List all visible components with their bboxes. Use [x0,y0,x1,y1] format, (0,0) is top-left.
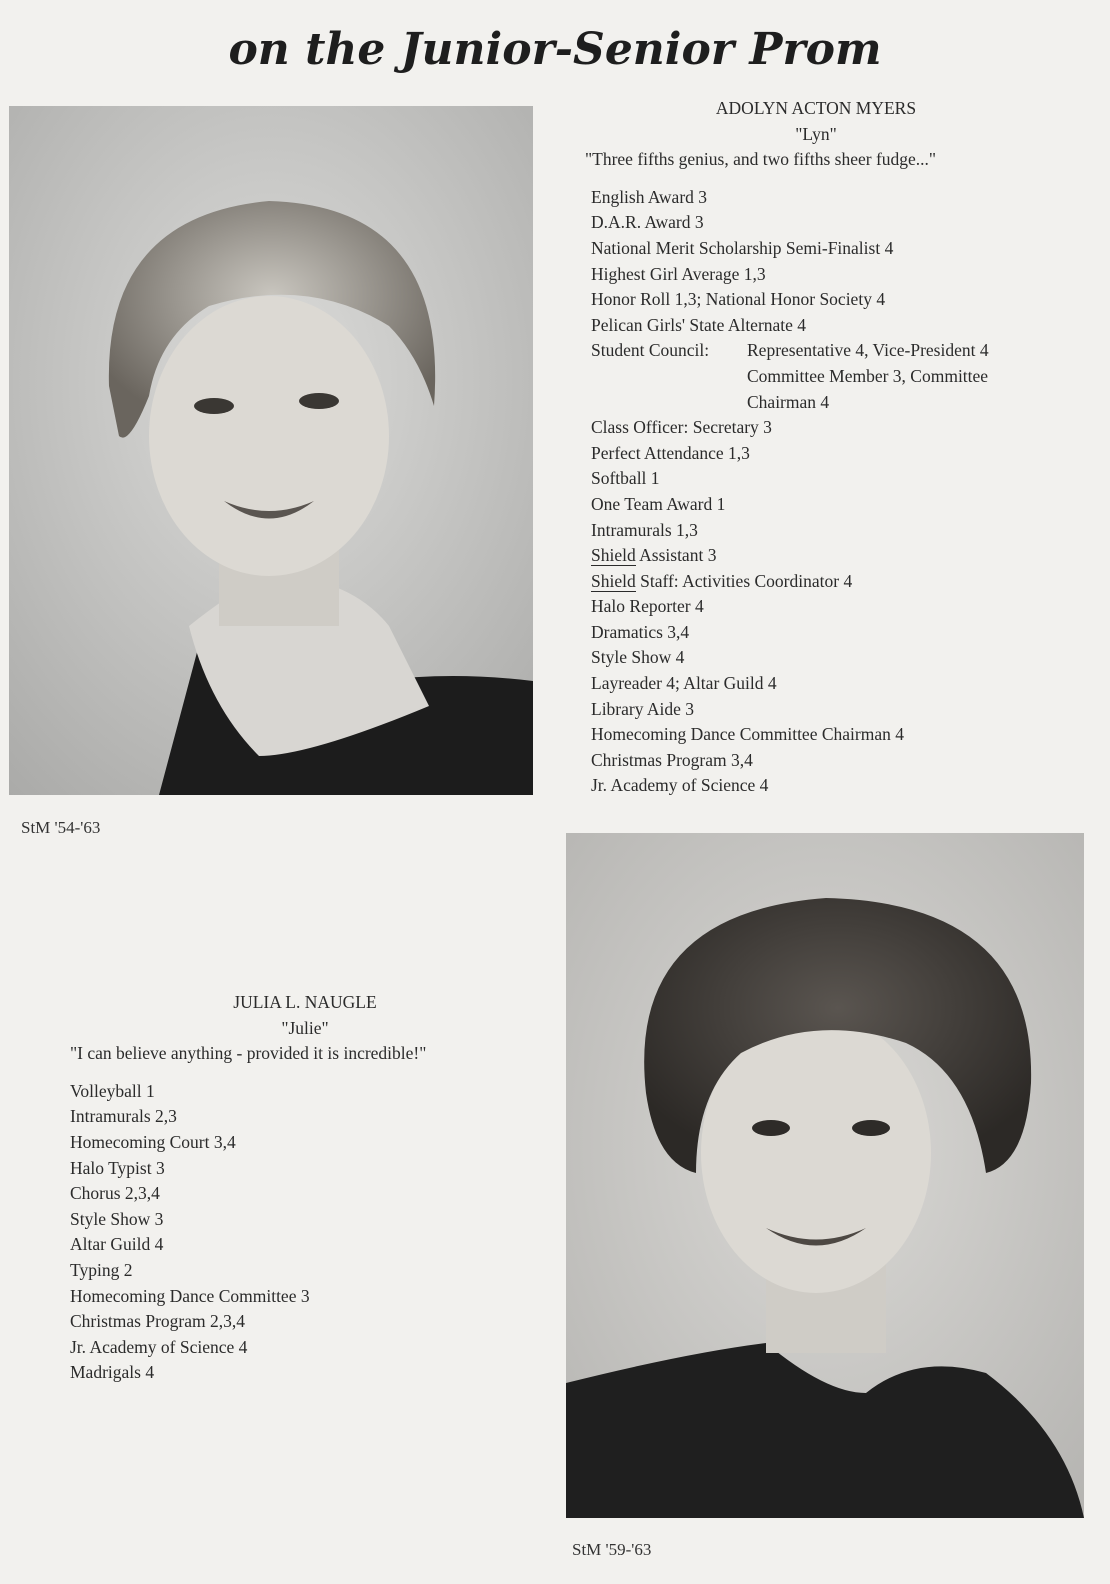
activity-item: Library Aide 3 [591,698,695,719]
person-nickname: "Lyn" [795,123,837,144]
activity-item: National Merit Scholarship Semi-Finalist 4 [591,237,894,258]
shield-word: Shield [591,545,636,566]
activity-item: Christmas Program 3,4 [591,749,753,770]
bio-naugle [70,990,540,1386]
bio-myers [585,96,1061,799]
activity-item: D.A.R. Award 3 [591,212,704,233]
activity-item: Softball 1 [591,468,660,489]
activity-item: Christmas Program 2,3,4 [70,1311,245,1332]
activity-item: One Team Award 1 [591,493,726,514]
activity-item-shield-staff [591,569,1061,595]
photo-caption-myers: StM '54-'63 [21,818,101,837]
activity-item: Style Show 3 [70,1208,164,1229]
activity-item: Halo Reporter 4 [591,596,704,617]
activity-item: English Award 3 [591,186,708,207]
activity-item: Class Officer: Secretary 3 [591,417,772,438]
page-title: on the Junior-Senior Prom [228,24,882,75]
activity-item: Layreader 4; Altar Guild 4 [591,673,777,694]
activity-item: Honor Roll 1,3; National Honor Society 4 [591,289,886,310]
activity-item: Dramatics 3,4 [591,621,690,642]
activity-item: Style Show 4 [591,647,685,668]
activity-item-student-council [591,338,1061,415]
activity-item: Jr. Academy of Science 4 [70,1336,248,1357]
person-name: JULIA L. NAUGLE [233,992,377,1012]
activity-list [591,185,1061,799]
portrait-photo-naugle [566,833,1084,1518]
person-nickname: "Julie" [281,1017,329,1038]
person-quote: "Three fifths genius, and two fifths sheer fudge..." [585,149,937,170]
activity-item: Homecoming Court 3,4 [70,1131,236,1152]
student-council-line: Chairman 4 [747,391,830,412]
activity-item: Madrigals 4 [70,1362,155,1383]
activity-item: Volleyball 1 [70,1080,155,1101]
activity-item: Intramurals 1,3 [591,519,698,540]
activity-list [70,1079,540,1386]
student-council-label: Student Council: [591,340,710,361]
activity-item: Typing 2 [70,1259,133,1280]
activity-text: Assistant 3 [635,545,717,566]
person-name: ADOLYN ACTON MYERS [715,98,917,118]
activity-item: Homecoming Dance Committee 3 [70,1285,310,1306]
student-council-line: Representative 4, Vice-President 4 [747,340,989,361]
activity-item: Jr. Academy of Science 4 [591,775,769,796]
activity-text: Staff: Activities Coordinator 4 [635,570,853,591]
activity-item: Chorus 2,3,4 [70,1183,160,1204]
shield-word: Shield [591,570,636,591]
activity-item: Highest Girl Average 1,3 [591,263,766,284]
activity-item: Halo Typist 3 [70,1157,165,1178]
photo-caption-naugle: StM '59-'63 [572,1540,652,1559]
person-quote: "I can believe anything - provided it is incredible!" [70,1043,427,1064]
activity-item: Perfect Attendance 1,3 [591,442,750,463]
activity-item: Pelican Girls' State Alternate 4 [591,314,807,335]
student-council-line: Committee Member 3, Committee [747,365,989,386]
activity-item-shield-assistant [591,543,1061,569]
portrait-photo-myers [9,106,533,795]
activity-item: Homecoming Dance Committee Chairman 4 [591,724,904,745]
activity-item: Intramurals 2,3 [70,1106,177,1127]
activity-item: Altar Guild 4 [70,1234,164,1255]
